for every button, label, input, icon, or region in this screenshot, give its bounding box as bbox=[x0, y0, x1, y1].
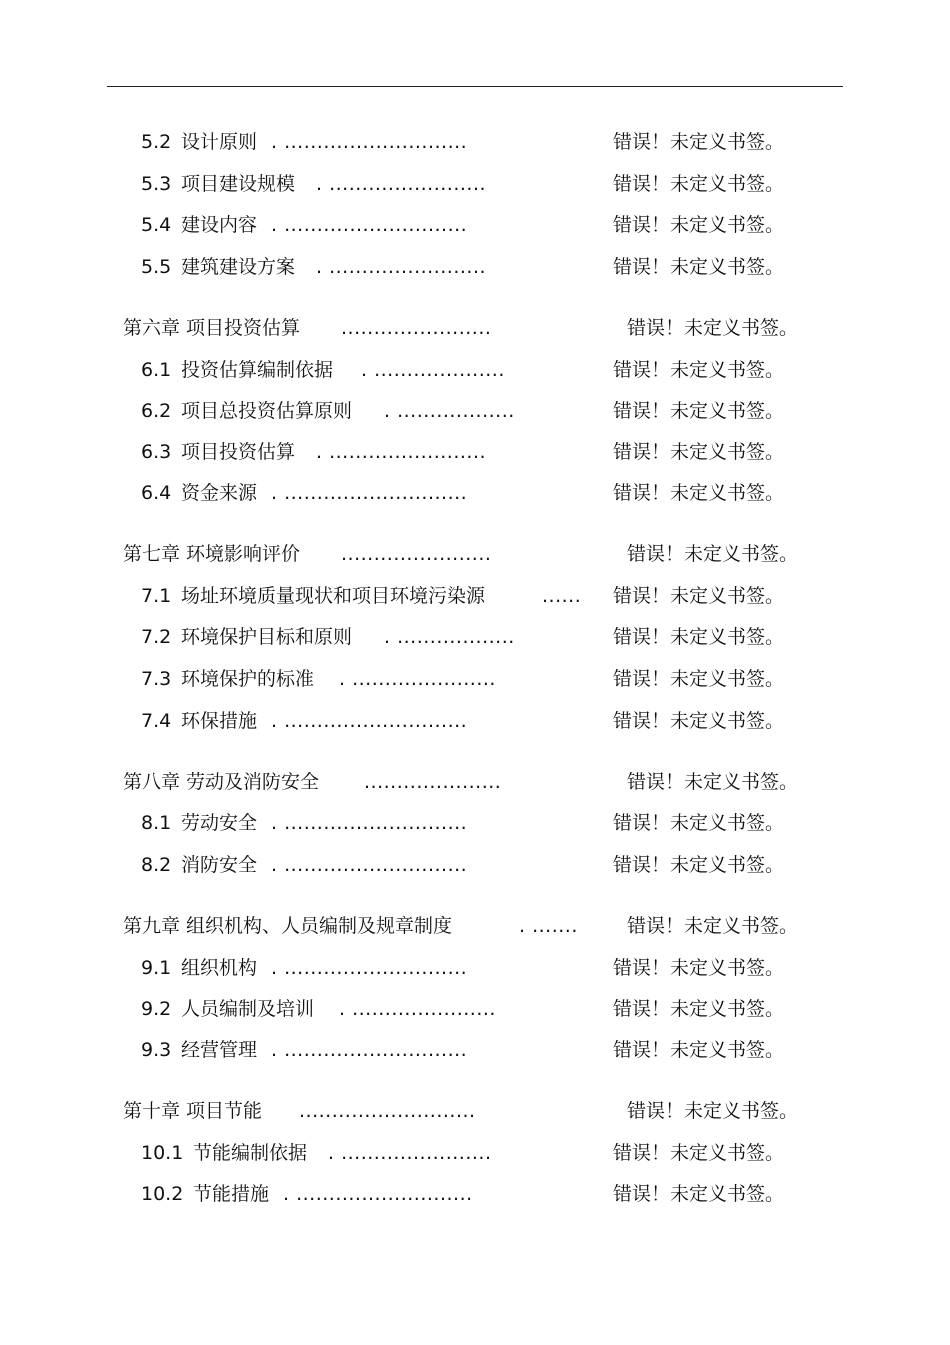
toc-page-ref: 错误！未定义书签。 bbox=[613, 626, 785, 648]
toc-title: 劳动安全 bbox=[181, 812, 258, 834]
toc-entry[interactable] bbox=[0, 1035, 950, 1065]
toc-page-ref: 错误！未定义书签。 bbox=[627, 1100, 799, 1122]
toc-leader: . ............................ bbox=[271, 812, 468, 834]
toc-page-ref: 错误！未定义书签。 bbox=[627, 317, 799, 339]
toc-entry[interactable] bbox=[0, 850, 950, 880]
toc-number: 5.2 bbox=[141, 131, 172, 153]
toc-number: 7.2 bbox=[141, 626, 172, 648]
toc-leader: . ....................... bbox=[328, 1142, 492, 1164]
toc-number: 10.2 bbox=[141, 1183, 184, 1205]
toc-leader: . ....... bbox=[519, 915, 578, 937]
toc-entry[interactable] bbox=[0, 478, 950, 508]
toc-leader: . .................... bbox=[361, 359, 505, 381]
toc-number: 5.3 bbox=[141, 173, 172, 195]
toc-number: 5.4 bbox=[141, 214, 172, 236]
toc-page-ref: 错误！未定义书签。 bbox=[627, 771, 799, 793]
toc-leader: . ...................... bbox=[339, 998, 496, 1020]
toc-entry[interactable] bbox=[0, 252, 950, 282]
toc-title: 环境保护的标准 bbox=[181, 668, 315, 690]
toc-page-ref: 错误！未定义书签。 bbox=[613, 812, 785, 834]
toc-page-ref: 错误！未定义书签。 bbox=[613, 710, 785, 732]
toc-leader: . ........................ bbox=[316, 441, 487, 463]
toc-leader: . .................. bbox=[384, 626, 515, 648]
toc-leader: . ............................ bbox=[271, 854, 468, 876]
toc-entry[interactable] bbox=[0, 396, 950, 426]
toc-leader: ..................... bbox=[364, 771, 502, 793]
toc-title: 节能编制依据 bbox=[193, 1142, 308, 1164]
toc-entry[interactable] bbox=[0, 355, 950, 385]
toc-page-ref: 错误！未定义书签。 bbox=[613, 214, 785, 236]
toc-page-ref: 错误！未定义书签。 bbox=[613, 1039, 785, 1061]
toc-number: 9.1 bbox=[141, 957, 172, 979]
toc-title: 环境保护目标和原则 bbox=[181, 626, 353, 648]
toc-chapter-entry[interactable] bbox=[0, 313, 950, 343]
toc-number: 5.5 bbox=[141, 256, 172, 278]
toc-page-ref: 错误！未定义书签。 bbox=[613, 441, 785, 463]
toc-entry[interactable] bbox=[0, 664, 950, 694]
toc-entry[interactable] bbox=[0, 127, 950, 157]
toc-leader: ....................... bbox=[341, 317, 492, 339]
toc-leader: ....................... bbox=[341, 543, 492, 565]
toc-chapter-title: 第十章 项目节能 bbox=[123, 1100, 263, 1122]
toc-chapter-entry[interactable] bbox=[0, 539, 950, 569]
toc-page-ref: 错误！未定义书签。 bbox=[627, 543, 799, 565]
toc-page-ref: 错误！未定义书签。 bbox=[613, 585, 785, 607]
toc-entry[interactable] bbox=[0, 808, 950, 838]
toc-leader: . .................. bbox=[384, 400, 515, 422]
toc-page-ref: 错误！未定义书签。 bbox=[613, 998, 785, 1020]
toc-leader: . ........................ bbox=[316, 173, 487, 195]
toc-number: 6.2 bbox=[141, 400, 172, 422]
toc-number: 9.2 bbox=[141, 998, 172, 1020]
toc-title: 建设内容 bbox=[181, 214, 258, 236]
toc-page-ref: 错误！未定义书签。 bbox=[613, 854, 785, 876]
toc-leader: . ............................ bbox=[271, 957, 468, 979]
toc-leader: . ............................ bbox=[271, 214, 468, 236]
toc-number: 6.3 bbox=[141, 441, 172, 463]
toc-title: 设计原则 bbox=[181, 131, 258, 153]
toc-page-ref: 错误！未定义书签。 bbox=[613, 1183, 785, 1205]
toc-title: 消防安全 bbox=[181, 854, 258, 876]
toc-title: 项目建设规模 bbox=[181, 173, 296, 195]
toc-number: 7.4 bbox=[141, 710, 172, 732]
toc-leader: . ............................ bbox=[271, 482, 468, 504]
toc-entry[interactable] bbox=[0, 1179, 950, 1209]
toc-title: 节能措施 bbox=[193, 1183, 270, 1205]
toc-leader: . ............................ bbox=[271, 131, 468, 153]
toc-leader: ...... bbox=[542, 585, 582, 607]
toc-page-ref: 错误！未定义书签。 bbox=[627, 915, 799, 937]
toc-entry[interactable] bbox=[0, 210, 950, 240]
toc-number: 8.1 bbox=[141, 812, 172, 834]
toc-chapter-title: 第八章 劳动及消防安全 bbox=[123, 771, 320, 793]
toc-chapter-title: 第六章 项目投资估算 bbox=[123, 317, 301, 339]
toc-entry[interactable] bbox=[0, 622, 950, 652]
toc-entry[interactable] bbox=[0, 706, 950, 736]
toc-page-ref: 错误！未定义书签。 bbox=[613, 359, 785, 381]
toc-page-ref: 错误！未定义书签。 bbox=[613, 957, 785, 979]
toc-chapter-entry[interactable] bbox=[0, 767, 950, 797]
toc-title: 场址环境质量现状和项目环境污染源 bbox=[181, 585, 486, 607]
toc-page-ref: 错误！未定义书签。 bbox=[613, 173, 785, 195]
toc-leader: . ...................... bbox=[339, 668, 496, 690]
toc-title: 投资估算编制依据 bbox=[181, 359, 334, 381]
toc-leader: . ............................ bbox=[271, 1039, 468, 1061]
toc-leader: ........................... bbox=[299, 1100, 476, 1122]
toc-title: 建筑建设方案 bbox=[181, 256, 296, 278]
toc-chapter-title: 第九章 组织机构、人员编制及规章制度 bbox=[123, 915, 453, 937]
toc-entry[interactable] bbox=[0, 953, 950, 983]
toc-entry[interactable] bbox=[0, 1138, 950, 1168]
toc-number: 7.1 bbox=[141, 585, 172, 607]
toc-entry[interactable] bbox=[0, 437, 950, 467]
toc-title: 环保措施 bbox=[181, 710, 258, 732]
toc-page-ref: 错误！未定义书签。 bbox=[613, 1142, 785, 1164]
header-rule bbox=[107, 86, 843, 87]
toc-title: 项目投资估算 bbox=[181, 441, 296, 463]
toc-title: 组织机构 bbox=[181, 957, 258, 979]
toc-leader: . ............................ bbox=[271, 710, 468, 732]
toc-number: 6.1 bbox=[141, 359, 172, 381]
toc-number: 8.2 bbox=[141, 854, 172, 876]
toc-entry[interactable] bbox=[0, 169, 950, 199]
toc-number: 7.3 bbox=[141, 668, 172, 690]
toc-entry[interactable] bbox=[0, 994, 950, 1024]
toc-leader: . ........................ bbox=[316, 256, 487, 278]
toc-chapter-entry[interactable] bbox=[0, 1096, 950, 1126]
toc-page-ref: 错误！未定义书签。 bbox=[613, 256, 785, 278]
toc-page-ref: 错误！未定义书签。 bbox=[613, 668, 785, 690]
toc-page-ref: 错误！未定义书签。 bbox=[613, 400, 785, 422]
toc-title: 项目总投资估算原则 bbox=[181, 400, 353, 422]
toc-chapter-entry[interactable] bbox=[0, 911, 950, 941]
toc-title: 经营管理 bbox=[181, 1039, 258, 1061]
toc-page-ref: 错误！未定义书签。 bbox=[613, 482, 785, 504]
toc-number: 9.3 bbox=[141, 1039, 172, 1061]
toc-entry[interactable] bbox=[0, 581, 950, 611]
toc-title: 资金来源 bbox=[181, 482, 258, 504]
toc-page-ref: 错误！未定义书签。 bbox=[613, 131, 785, 153]
toc-number: 6.4 bbox=[141, 482, 172, 504]
toc-chapter-title: 第七章 环境影响评价 bbox=[123, 543, 301, 565]
toc-leader: . ........................... bbox=[283, 1183, 473, 1205]
toc-title: 人员编制及培训 bbox=[181, 998, 315, 1020]
toc-number: 10.1 bbox=[141, 1142, 184, 1164]
